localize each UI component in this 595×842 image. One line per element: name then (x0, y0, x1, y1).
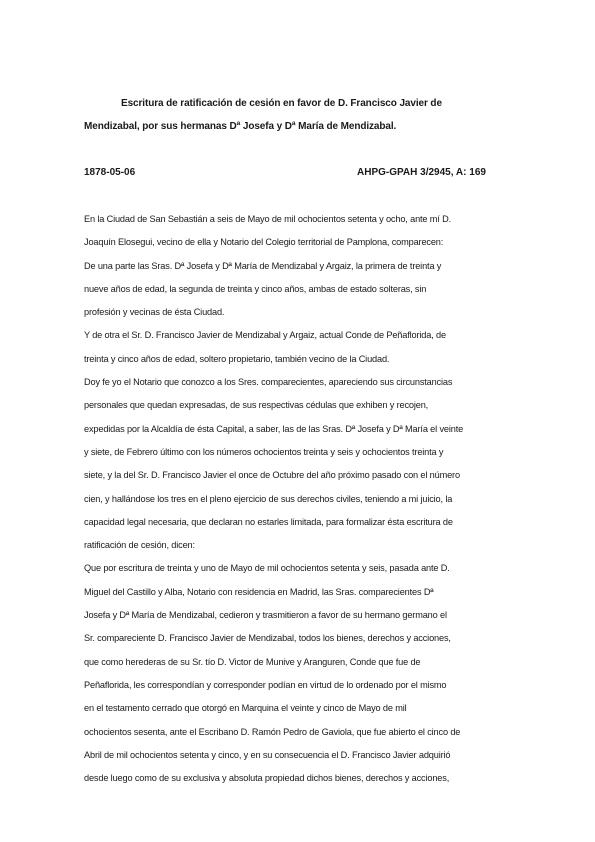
document-title (84, 92, 504, 138)
body-line: desde luego como de su exclusiva y absoluta propiedad dichos bienes, derechos y acciones, (84, 773, 450, 784)
body-line: Joaquín Elosegui, vecino de ella y Notario del Colegio territorial de Pamplona, comparecen: (84, 237, 444, 248)
body-line: profesión y vecinas de ésta Ciudad. (84, 307, 225, 318)
title-line-1: Escritura de ratificación de cesión en favor de D. Francisco Javier de (121, 98, 442, 109)
body-line: Miguel del Castillo y Alba, Notario con residencia en Madrid, las Sras. comparecientes Dª (84, 586, 434, 597)
body-line: siete, y la del Sr. D. Francisco Javier el once de Octubre del año próximo pasado con el número (84, 470, 460, 481)
body-line: En la Ciudad de San Sebastián a seis de Mayo de mil ochocientos setenta y ocho, ante mí D. (84, 214, 451, 224)
body-line: y siete, de Febrero último con los números ochocientos treinta y seis y ochocientos treinta y (84, 446, 444, 457)
body-line: capacidad legal necesaria, que declaran no estarles limitada, para formalizar ésta escritura de (84, 516, 453, 527)
body-line: Y de otra el Sr. D. Francisco Javier de Mendizabal y Argaiz, actual Conde de Peñaflorida, de (84, 330, 446, 341)
archive-reference: AHPG-GPAH 3/2945, A: 169 (357, 167, 486, 178)
body-line: cien, y hallándose los tres en el pleno ejercicio de sus derechos civiles, teniendo a mi juicio, la (84, 493, 453, 504)
title-line-2: Mendizabal, por sus hermanas Dª Josefa y Dª María de Mendizabal. (84, 121, 397, 132)
body-line: ratificación de cesión, dicen: (84, 540, 195, 551)
body-line: en el testamento cerrado que otorgó en Marquina el veinte y cinco de Mayo de mil (84, 703, 407, 714)
body-line: ochocientos sesenta, ante el Escribano D. Ramón Pedro de Gaviola, que fue abierto el cinco de (84, 726, 461, 737)
body-line: De una parte las Sras. Dª Josefa y Dª María de Mendizabal y Argaiz, la primera de treinta y (84, 260, 442, 271)
body-line: Que por escritura de treinta y uno de Mayo de mil ochocientos setenta y seis, pasada ante D. (84, 563, 450, 574)
body-line: expedidas por la Alcaldía de ésta Capital, a saber, las de las Sras. Dª Josefa y Dª María el veinte (84, 423, 464, 434)
body-line: Sr. compareciente D. Francisco Javier de Mendizabal, todos los bienes, derechos y acciones, (84, 633, 451, 644)
body-line: personales que quedan expresadas, de sus respectivas cédulas que exhiben y recojen, (84, 400, 429, 411)
body-line: Josefa y Dª María de Mendizabal, cedieron y trasmitieron a favor de su hermano germano el (84, 610, 447, 621)
body-line: que como herederas de su Sr. tío D. Victor de Munive y Aranguren, Conde que fue de (84, 656, 421, 667)
body-line: treinta y cinco años de edad, soltero propietario, también vecino de la Ciudad. (84, 353, 390, 364)
body-line: Abril de mil ochocientos setenta y cinco, y en su consecuencia el D. Francisco Javier adquirió (84, 749, 451, 760)
body-line: nueve años de edad, la segunda de treinta y cinco años, ambas de estado solteras, sin (84, 283, 427, 294)
document-body (84, 208, 514, 790)
body-line: Peñaflorida, les correspondían y corresponder podían en virtud de lo ordenado por el mismo (84, 679, 447, 690)
document-date: 1878-05-06 (84, 167, 136, 178)
body-line: Doy fe yo el Notario que conozco a los Sres. comparecientes, apareciendo sus circunstancias (84, 377, 453, 388)
